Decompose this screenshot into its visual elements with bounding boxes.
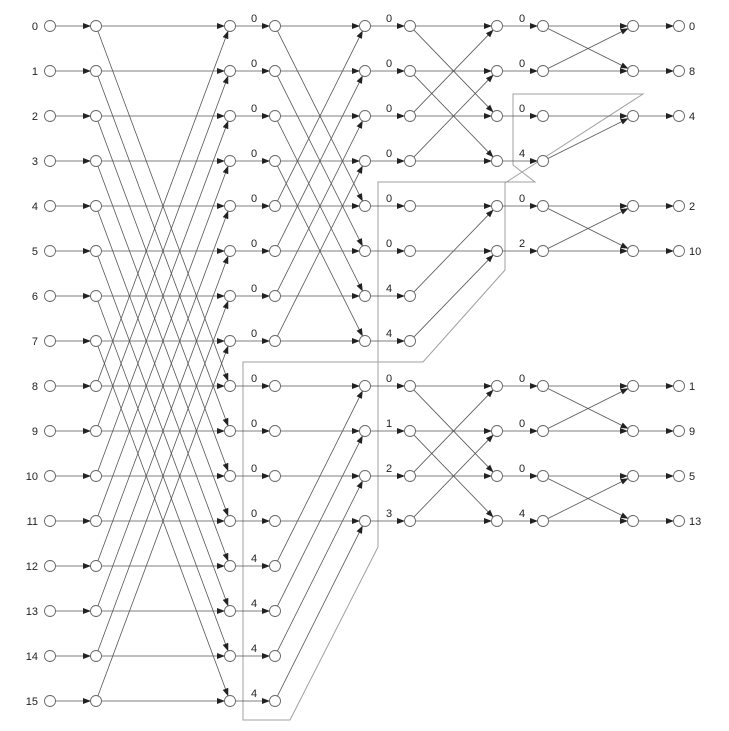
stage3-out-node-4 (492, 201, 503, 212)
stage3-in-node-11 (405, 516, 416, 527)
stage2-out-node-4 (360, 201, 371, 212)
twiddle-label-s2-3: 0 (386, 148, 393, 160)
stage3-out-node-0 (492, 21, 503, 32)
stage2-in-node-1 (270, 66, 281, 77)
output-label-10: 5 (689, 471, 696, 483)
stage4-in-node-8 (538, 381, 549, 392)
stage2-out-node-8 (360, 381, 371, 392)
twiddle-label-s1-8: 0 (251, 373, 258, 385)
twiddle-label-s1-13: 4 (251, 598, 258, 610)
input-node-2 (45, 111, 56, 122)
input-node-0 (45, 21, 56, 32)
stage2-in-node-0 (270, 21, 281, 32)
stage2-in-node-7 (270, 336, 281, 347)
input-label-7: 7 (31, 336, 38, 348)
stage3-in-node-5 (405, 246, 416, 257)
stage2-out-node-7 (360, 336, 371, 347)
stage1-out-node-12 (225, 561, 236, 572)
input-node-3 (45, 156, 56, 167)
stage3-out-node-2 (492, 111, 503, 122)
stage3-out-node-9 (492, 426, 503, 437)
input-node-7 (45, 336, 56, 347)
twiddle-label-s2-9: 1 (386, 418, 393, 430)
stage1-node-2 (91, 111, 102, 122)
node-circles (45, 21, 685, 707)
twiddle-label-s3-11: 4 (519, 508, 526, 520)
input-node-15 (45, 696, 56, 707)
stage1-node-8 (91, 381, 102, 392)
stage3-out-node-11 (492, 516, 503, 527)
input-label-15: 15 (25, 696, 38, 708)
output-node-0 (674, 21, 685, 32)
output-node-4 (674, 201, 685, 212)
twiddle-label-s1-9: 0 (251, 418, 258, 430)
stage3-in-node-10 (405, 471, 416, 482)
stage1-node-0 (91, 21, 102, 32)
stage1-out-node-0 (225, 21, 236, 32)
twiddle-label-s3-0: 0 (519, 13, 526, 25)
stage2-in-node-11 (270, 516, 281, 527)
stage4-in-node-1 (538, 66, 549, 77)
stage2-in-node-10 (270, 471, 281, 482)
twiddle-label-s3-10: 0 (519, 463, 526, 475)
stage4-out-node-2 (628, 111, 639, 122)
stage1-out-node-15 (225, 696, 236, 707)
input-label-1: 1 (31, 66, 38, 78)
stage3-out-node-3 (492, 156, 503, 167)
twiddle-label-s3-2: 0 (519, 103, 526, 115)
stage3-in-node-0 (405, 21, 416, 32)
input-node-11 (45, 516, 56, 527)
input-label-8: 8 (31, 381, 38, 393)
input-label-9: 9 (31, 426, 38, 438)
stage1-node-1 (91, 66, 102, 77)
input-node-5 (45, 246, 56, 257)
stage1-node-15 (91, 696, 102, 707)
twiddle-label-s3-9: 0 (519, 418, 526, 430)
region-outline-main (243, 94, 643, 720)
region-outlines (243, 94, 643, 720)
twiddle-label-s1-1: 0 (251, 58, 258, 70)
stage3-in-node-4 (405, 201, 416, 212)
input-node-14 (45, 651, 56, 662)
stage1-node-7 (91, 336, 102, 347)
stage1-out-node-5 (225, 246, 236, 257)
wire-s4-up-3-2 (548, 118, 628, 158)
stage3-out-node-10 (492, 471, 503, 482)
twiddle-label-s2-7: 4 (386, 328, 393, 340)
twiddle-label-s3-4: 0 (519, 193, 526, 205)
input-label-12: 12 (25, 561, 38, 573)
stage2-out-node-3 (360, 156, 371, 167)
stage1-out-node-11 (225, 516, 236, 527)
input-node-10 (45, 471, 56, 482)
stage1-node-4 (91, 201, 102, 212)
twiddle-label-s1-6: 0 (251, 283, 258, 295)
input-label-10: 10 (25, 471, 38, 483)
stage2-in-node-4 (270, 201, 281, 212)
wire-s2-up-14-10 (277, 481, 362, 651)
twiddle-label-s3-8: 0 (519, 373, 526, 385)
input-label-6: 6 (31, 291, 38, 303)
stage3-in-node-6 (405, 291, 416, 302)
output-label-0: 0 (689, 21, 696, 33)
input-node-6 (45, 291, 56, 302)
stage1-out-node-1 (225, 66, 236, 77)
stage2-in-node-13 (270, 606, 281, 617)
twiddle-label-s3-3: 4 (519, 148, 526, 160)
stage1-node-3 (91, 156, 102, 167)
stage2-in-node-8 (270, 381, 281, 392)
twiddle-label-s1-15: 4 (251, 688, 258, 700)
twiddle-label-s1-10: 0 (251, 463, 258, 475)
stage1-out-node-9 (225, 426, 236, 437)
output-node-8 (674, 381, 685, 392)
twiddle-label-s1-5: 0 (251, 238, 258, 250)
twiddle-label-s2-11: 3 (386, 508, 393, 520)
stage1-out-node-8 (225, 381, 236, 392)
input-node-9 (45, 426, 56, 437)
stage2-out-node-1 (360, 66, 371, 77)
input-node-4 (45, 201, 56, 212)
input-label-13: 13 (25, 606, 38, 618)
stage4-in-node-10 (538, 471, 549, 482)
stage1-node-14 (91, 651, 102, 662)
input-node-1 (45, 66, 56, 77)
stage2-out-node-5 (360, 246, 371, 257)
stage1-node-9 (91, 426, 102, 437)
stage3-out-node-5 (492, 246, 503, 257)
stage3-in-node-9 (405, 426, 416, 437)
stage1-out-node-13 (225, 606, 236, 617)
stage2-in-node-9 (270, 426, 281, 437)
output-node-11 (674, 516, 685, 527)
stage1-out-node-4 (225, 201, 236, 212)
input-label-5: 5 (31, 246, 38, 258)
stage4-out-node-1 (628, 66, 639, 77)
stage3-out-node-1 (492, 66, 503, 77)
stage4-in-node-11 (538, 516, 549, 527)
twiddle-label-s3-1: 0 (519, 58, 526, 70)
stage2-in-node-15 (270, 696, 281, 707)
output-node-9 (674, 426, 685, 437)
stage2-out-node-0 (360, 21, 371, 32)
stage1-node-12 (91, 561, 102, 572)
stage4-out-node-5 (628, 246, 639, 257)
stage3-in-node-3 (405, 156, 416, 167)
twiddle-label-s3-5: 2 (519, 238, 526, 250)
stage3-in-node-1 (405, 66, 416, 77)
signal-wires (56, 26, 674, 701)
output-label-4: 2 (689, 201, 696, 213)
twiddle-label-s2-2: 0 (386, 103, 393, 115)
stage4-in-node-5 (538, 246, 549, 257)
stage1-out-node-14 (225, 651, 236, 662)
stage4-in-node-3 (538, 156, 549, 167)
stage3-in-node-7 (405, 336, 416, 347)
stage4-out-node-0 (628, 21, 639, 32)
twiddle-label-s2-8: 0 (386, 373, 393, 385)
stage1-node-10 (91, 471, 102, 482)
stage2-in-node-12 (270, 561, 281, 572)
stage4-out-node-8 (628, 381, 639, 392)
stage2-out-node-11 (360, 516, 371, 527)
twiddle-label-s2-6: 4 (386, 283, 393, 295)
twiddle-label-s1-11: 0 (251, 508, 258, 520)
output-node-2 (674, 111, 685, 122)
stage4-in-node-2 (538, 111, 549, 122)
stage2-in-node-5 (270, 246, 281, 257)
input-label-14: 14 (25, 651, 38, 663)
twiddle-label-s2-10: 2 (386, 463, 393, 475)
stage4-out-node-11 (628, 516, 639, 527)
twiddle-label-s1-2: 0 (251, 103, 258, 115)
stage1-node-6 (91, 291, 102, 302)
stage4-out-node-10 (628, 471, 639, 482)
input-node-13 (45, 606, 56, 617)
twiddle-label-s1-7: 0 (251, 328, 258, 340)
stage2-out-node-9 (360, 426, 371, 437)
stage2-in-node-14 (270, 651, 281, 662)
output-label-11: 13 (689, 516, 702, 528)
stage1-node-5 (91, 246, 102, 257)
input-label-11: 11 (26, 516, 38, 528)
stage2-in-node-6 (270, 291, 281, 302)
twiddle-label-s2-0: 0 (386, 13, 393, 25)
stage2-out-node-10 (360, 471, 371, 482)
input-label-3: 3 (31, 156, 38, 168)
stage3-out-node-8 (492, 381, 503, 392)
input-label-4: 4 (31, 201, 38, 213)
stage4-out-node-9 (628, 426, 639, 437)
stage1-out-node-3 (225, 156, 236, 167)
stage2-out-node-2 (360, 111, 371, 122)
stage4-in-node-9 (538, 426, 549, 437)
twiddle-label-s2-4: 0 (386, 193, 393, 205)
twiddle-label-s1-14: 4 (251, 643, 258, 655)
stage2-out-node-6 (360, 291, 371, 302)
stage1-node-11 (91, 516, 102, 527)
stage2-in-node-2 (270, 111, 281, 122)
stage1-out-node-2 (225, 111, 236, 122)
twiddle-label-s1-4: 0 (251, 193, 258, 205)
output-label-1: 8 (689, 66, 696, 78)
twiddle-label-s2-5: 0 (386, 238, 393, 250)
output-node-5 (674, 246, 685, 257)
output-label-8: 1 (689, 381, 696, 393)
input-label-0: 0 (31, 21, 38, 33)
input-node-12 (45, 561, 56, 572)
output-label-9: 9 (689, 426, 696, 438)
stage1-out-node-7 (225, 336, 236, 347)
stage1-node-13 (91, 606, 102, 617)
input-node-8 (45, 381, 56, 392)
stage1-out-node-6 (225, 291, 236, 302)
twiddle-label-s1-0: 0 (251, 13, 258, 25)
stage4-out-node-4 (628, 201, 639, 212)
output-node-10 (674, 471, 685, 482)
output-label-5: 10 (689, 246, 702, 258)
stage4-in-node-0 (538, 21, 549, 32)
twiddle-label-s1-12: 4 (251, 553, 258, 565)
wire-s2-up-15-11 (277, 526, 362, 696)
stage1-out-node-10 (225, 471, 236, 482)
twiddle-label-s2-1: 0 (386, 58, 393, 70)
output-label-2: 4 (689, 111, 696, 123)
stage3-in-node-8 (405, 381, 416, 392)
twiddle-label-s1-3: 0 (251, 148, 258, 160)
stage2-in-node-3 (270, 156, 281, 167)
input-label-2: 2 (31, 111, 38, 123)
stage4-in-node-4 (538, 201, 549, 212)
output-node-1 (674, 66, 685, 77)
stage3-in-node-2 (405, 111, 416, 122)
